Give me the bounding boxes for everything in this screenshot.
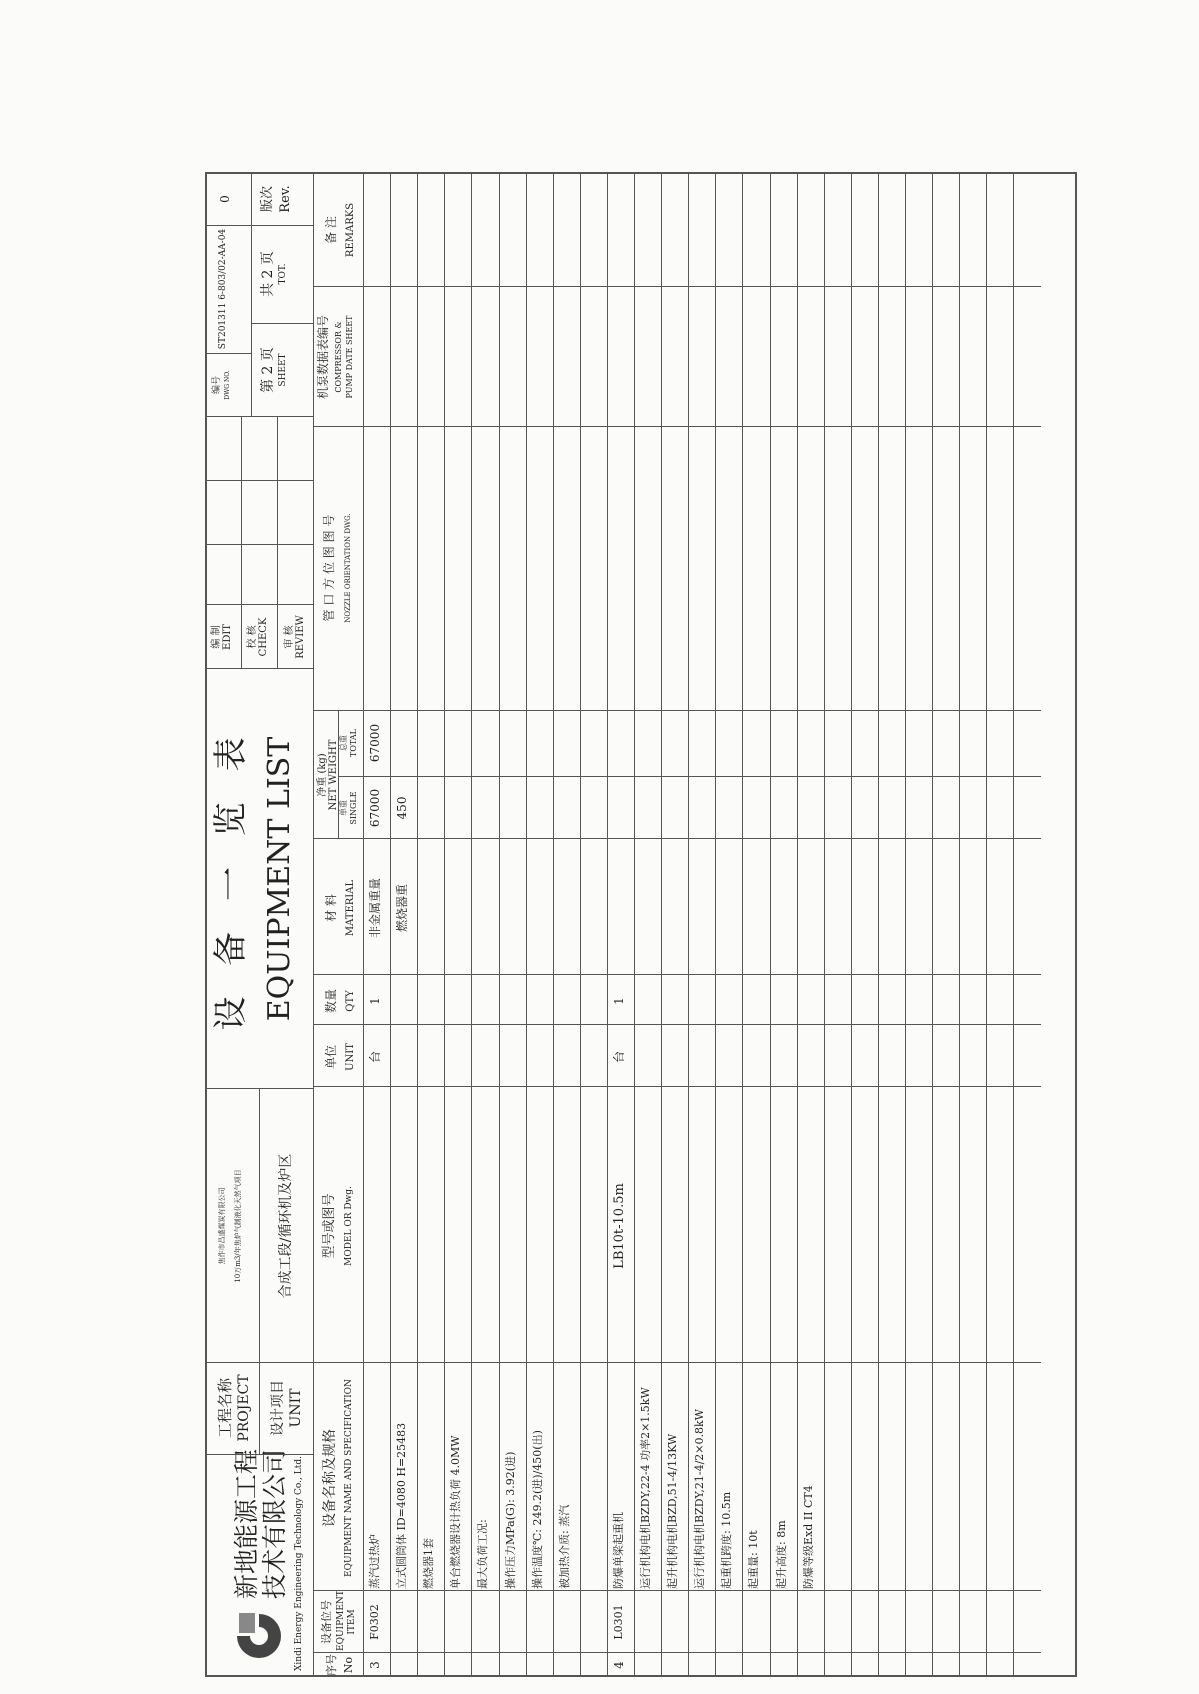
table-row-line	[986, 172, 987, 1677]
col-nozzle-en: NOZZLE ORIENTATION DWG.	[344, 513, 352, 623]
col-material-cn: 材 料	[324, 894, 338, 922]
dwg-number: ST201311 6-803/02-AA-04	[218, 228, 228, 350]
table-row-line	[444, 172, 445, 1677]
col-unit-en: UNIT	[345, 1043, 356, 1071]
tot-label-cn: 共 2 页	[260, 251, 276, 297]
cell-name: 最大负荷工况:	[476, 1519, 490, 1589]
rev-value: 0	[218, 195, 232, 203]
cell-total: 67000	[368, 723, 382, 763]
company-logo-icon	[233, 1605, 285, 1667]
table-row-line	[417, 172, 418, 1677]
header-divider-sign3	[205, 480, 313, 481]
col-remarks-cn: 备 注	[324, 216, 338, 244]
unit-label-en: UNIT	[288, 1388, 304, 1428]
table-row-line	[607, 172, 608, 1677]
col-no-en: No	[342, 1656, 355, 1674]
cell-name: 燃烧器1套	[422, 1538, 436, 1589]
header-divider-sign	[205, 604, 313, 605]
col-item-cn: 设备位号	[320, 1600, 333, 1644]
tot-label-en: TOT.	[278, 263, 288, 285]
unit-label-cn: 设计项目	[270, 1380, 286, 1436]
col-weight-cn: 净重 (kg)	[317, 753, 328, 797]
company-name-line2: 技术有限公司	[260, 1448, 289, 1599]
edit-label-cn: 编 制	[211, 625, 222, 649]
col-no-cn: 序号	[325, 1654, 338, 1676]
col-remarks-en: REMARKS	[345, 202, 356, 258]
dwg-label-cn: 编号	[212, 376, 222, 395]
sheet-label-cn: 第 2 页	[260, 347, 276, 393]
cell-name: 起升高度: 8m	[774, 1520, 788, 1589]
col-compressor-en2: PUMP DATE SHEET	[345, 315, 354, 399]
col-total-cn: 总重	[339, 735, 348, 751]
cell-material: 燃烧器重	[395, 884, 410, 933]
cell-unit: 台	[368, 1051, 382, 1064]
header-divider-sign2	[205, 544, 313, 545]
table-row-line	[553, 172, 554, 1677]
col-item-en2: ITEM	[347, 1609, 357, 1635]
table-row-line	[499, 172, 500, 1677]
project-value-line1: 焦作市昌盛煤炭有限公司	[218, 1187, 226, 1265]
cell-unit: 台	[611, 1051, 626, 1064]
table-row-line	[661, 172, 662, 1677]
header-divider-sheet	[251, 323, 313, 324]
table-row-line	[932, 172, 933, 1677]
equipment-list-sheet	[205, 172, 1077, 1677]
title-cn: 设 备 一 览 表	[211, 727, 251, 1031]
table-row-line	[390, 172, 391, 1677]
cell-name: 蒸汽过热炉	[368, 1534, 381, 1589]
table-row-line	[959, 172, 960, 1677]
cell-name: 运行机构电机BZDY,21-4/2×0.8kW	[693, 1409, 707, 1589]
header-project-unit-line	[259, 1089, 260, 1455]
check-label-en: CHECK	[258, 617, 269, 657]
project-value-line2: 10万m3/年焦炉气制液化天然气项目	[234, 1169, 242, 1283]
cell-name: 防爆等级Exd II CT4	[801, 1485, 815, 1589]
header-divider-rev	[205, 225, 313, 226]
table-row-line	[878, 172, 879, 1677]
cell-material: 非金属重量	[368, 878, 382, 939]
table-row-line	[688, 172, 689, 1677]
header-divider-dwg	[205, 416, 313, 417]
header-divider-dwgno	[205, 353, 251, 354]
column-header-bottom-line	[363, 172, 364, 1677]
col-single-en: SINGLE	[349, 791, 358, 825]
table-row-line	[770, 172, 771, 1677]
col-compressor-en1: COMPRESSOR &	[334, 321, 343, 393]
company-name-en: Xindi Energy Engineering Technology Co., Ltd.	[294, 1456, 304, 1671]
unit-value: 合成工段/循环机及炉区	[278, 1153, 294, 1299]
cell-name: 单台燃烧器设计热负荷 4.0MW	[449, 1435, 463, 1589]
rev-label-cn: 版次	[260, 186, 275, 213]
project-label-en: PROJECT	[236, 1374, 252, 1442]
header-divider-title	[205, 668, 313, 669]
review-label-en: REVIEW	[295, 615, 306, 659]
cell-name: 操作压力MPa(G): 3.92(进)	[503, 1451, 517, 1589]
col-name-en: EQUIPMENT NAME AND SPECIFICATION	[344, 1379, 354, 1577]
rev-label-en: Rev.	[278, 185, 293, 213]
table-row-line	[526, 172, 527, 1677]
table-row-line	[634, 172, 635, 1677]
edit-label-en: EDIT	[222, 624, 233, 650]
cell-name: 起升机构电机BZD,51-4/13KW	[666, 1433, 680, 1589]
header-sign-line1	[241, 417, 242, 669]
header-bottom-line	[313, 172, 314, 1677]
col-unit-cn: 单位	[324, 1045, 338, 1070]
col-compressor-cn: 机泵数据表编号	[316, 315, 330, 400]
table-row-line	[851, 172, 852, 1677]
cell-name: 运行机构电机BZDY,22-4 功率2×1.5kW	[639, 1387, 652, 1589]
col-model-cn: 型号或图号	[322, 1193, 337, 1259]
col-total-en: TOTAL	[349, 729, 358, 757]
table-row-line	[580, 172, 581, 1677]
col-model-en: MODEL OR Dwg.	[344, 1186, 354, 1266]
col-material-en: MATERIAL	[345, 879, 356, 937]
cell-qty: 1	[368, 997, 382, 1005]
col-name-cn: 设备名称及规格	[322, 1429, 338, 1527]
table-row-line	[824, 172, 825, 1677]
table-row-line	[797, 172, 798, 1677]
review-label-cn: 审 核	[284, 625, 295, 649]
header-dwg-line	[251, 172, 252, 417]
cell-single: 67000	[368, 788, 382, 828]
sheet-label-en: SHEET	[278, 353, 288, 387]
cell-name: 被加热介质: 蒸汽	[557, 1504, 571, 1589]
cell-qty: 1	[611, 997, 626, 1005]
header-sign-line2	[277, 417, 278, 669]
col-item-en1: EQUIPMENT	[336, 1590, 346, 1651]
table-row-line	[742, 172, 743, 1677]
col-single-cn: 单重	[339, 800, 348, 816]
cell-model: LB10t-10.5m	[611, 1183, 627, 1269]
col-weight-en: NET WEIGHT	[328, 739, 339, 811]
dwg-label-en: DWG NO.	[224, 370, 231, 400]
check-label-cn: 校 核	[247, 625, 258, 649]
table-row-line	[1013, 172, 1014, 1677]
company-name-line1: 新地能源工程	[232, 1448, 261, 1599]
cell-name: 起重量: 10t	[747, 1530, 761, 1589]
cell-no: 4	[611, 1661, 626, 1669]
title-en: EQUIPMENT LIST	[262, 736, 297, 1022]
col-nozzle-cn: 管 口 方 位 图 图 号	[322, 514, 336, 622]
cell-name: 起重机跨度: 10.5m	[720, 1491, 734, 1589]
table-row-line	[905, 172, 906, 1677]
cell-name: 操作温度℃: 249.2(进)/450(出)	[530, 1430, 544, 1589]
cell-name: 立式圆筒体 ID=4080 H=25483	[395, 1422, 409, 1589]
cell-item: L0301	[611, 1604, 625, 1640]
table-row-line	[471, 172, 472, 1677]
cell-item: F0302	[368, 1604, 381, 1640]
weight-subheader-line	[338, 711, 339, 839]
project-label-cn: 工程名称	[216, 1378, 234, 1439]
col-qty-en: QTY	[345, 990, 356, 1012]
table-row-line	[715, 172, 716, 1677]
cell-no: 3	[368, 1661, 382, 1669]
cell-single: 450	[395, 796, 410, 820]
cell-name: 防爆单梁起重机	[611, 1512, 625, 1589]
col-qty-cn: 数量	[324, 989, 338, 1014]
